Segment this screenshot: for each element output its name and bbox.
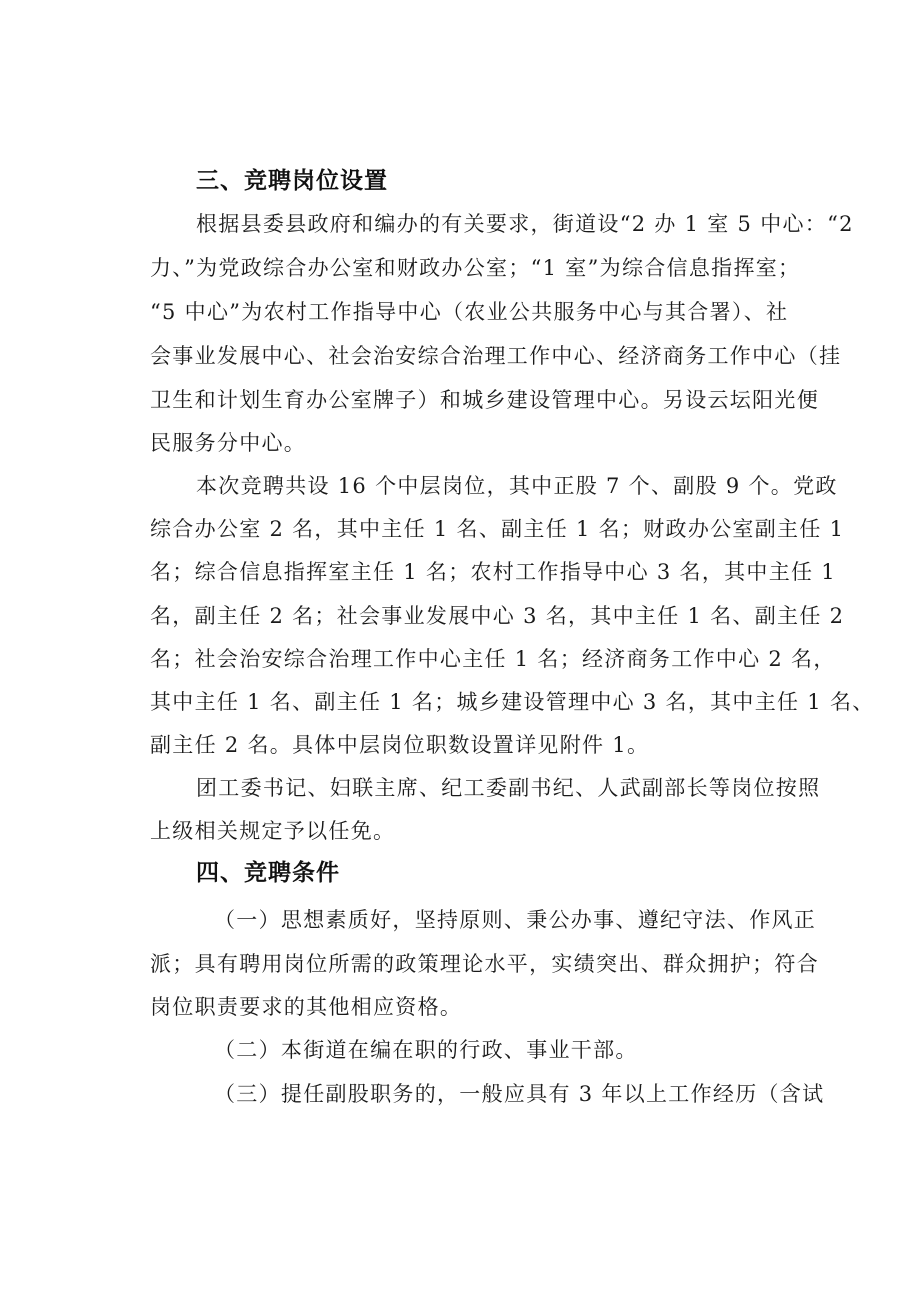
text-line: 本次竞聘共设 16 个中层岗位，其中正股 7 个、副股 9 个。党政 [196, 474, 838, 498]
text-line: 会事业发展中心、社会治安综合治理工作中心、经济商务工作中心（挂 [150, 344, 842, 368]
text-line: 派；具有聘用岗位所需的政策理论水平，实绩突出、群众拥护；符合 [150, 952, 819, 976]
text-line: （三）提任副股职务的，一般应具有 3 年以上工作经历（含试 [214, 1082, 825, 1106]
text-line: 上级相关规定予以任免。 [150, 819, 396, 843]
text-line: 卫生和计划生育办公室牌子）和城乡建设管理中心。另设云坛阳光便 [150, 388, 819, 412]
text-line: 综合办公室 2 名，其中主任 1 名、副主任 1 名；财政办公室副主任 1 [150, 517, 845, 541]
text-line: 副主任 2 名。具体中层岗位职数设置详见附件 1。 [150, 733, 650, 757]
section-heading-4: 四、竞聘条件 [196, 860, 340, 886]
text-line: 名，副主任 2 名；社会事业发展中心 3 名，其中主任 1 名、副主任 2 [150, 604, 845, 628]
text-line: 其中主任 1 名、副主任 1 名；城乡建设管理中心 3 名，其中主任 1 名、 [150, 690, 875, 714]
text-line: 力、”为党政综合办公室和财政办公室；“1 室”为综合信息指挥室； [150, 256, 801, 280]
text-line: “5 中心”为农村工作指导中心（农业公共服务中心与其合署）、社 [150, 300, 789, 324]
text-line: （二）本街道在编在职的行政、事业干部。 [214, 1038, 638, 1062]
text-line: 民服务分中心。 [150, 431, 307, 455]
text-line: 根据县委县政府和编办的有关要求，街道设“2 办 1 室 5 中心：“2 [196, 212, 854, 236]
section-heading-3: 三、竞聘岗位设置 [196, 168, 388, 194]
text-line: 名；综合信息指挥室主任 1 名；农村工作指导中心 3 名，其中主任 1 [150, 560, 836, 584]
text-line: 岗位职责要求的其他相应资格。 [150, 995, 463, 1019]
text-line: 名；社会治安综合治理工作中心主任 1 名；经济商务工作中心 2 名， [150, 647, 836, 671]
text-line: 团工委书记、妇联主席、纪工委副书纪、人武副部长等岗位按照 [196, 776, 821, 800]
text-line: （一）思想素质好，坚持原则、秉公办事、遵纪守法、作风正 [214, 908, 817, 932]
